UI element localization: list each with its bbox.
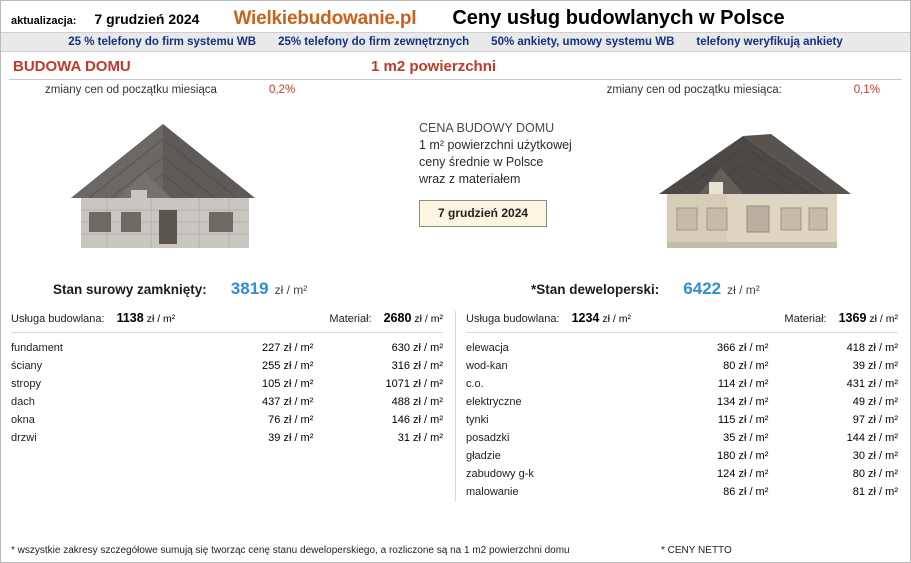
service-value-right: 1234 [571,311,600,325]
methodology-band [1,32,910,52]
item-name: fundament [11,342,63,354]
service-unit-left: zł / m² [146,313,176,325]
methodology-item: 25 % telefony do firm systemu WB [68,36,257,48]
status-summary [1,273,910,301]
material-label-left: Materiał: [329,313,372,325]
material-value-left: 2680 [383,311,412,325]
cost-table-right [466,339,898,501]
table-row [466,375,898,393]
item-name: malowanie [466,486,519,498]
table-row [11,429,443,447]
change-value-right: 0,1% [853,84,880,96]
item-material: 97 zł / m² [852,414,898,426]
item-material: 630 zł / m² [391,342,443,354]
item-service: 80 zł / m² [723,360,769,372]
item-name: okna [11,414,35,426]
update-date: 7 grudzień 2024 [94,11,200,27]
table-row [466,429,898,447]
cost-column-left [1,311,455,501]
material-unit-left: zł / m² [414,313,443,325]
methodology-item: 50% ankiety, umowy systemu WB [491,36,675,48]
item-material: 146 zł / m² [391,414,443,426]
item-material: 31 zł / m² [397,432,443,444]
center-line-4: wraz z materiałem [419,172,521,186]
status-value-left: 3819 [230,279,269,298]
center-line-3: ceny średnie w Polsce [419,155,544,169]
material-value-right: 1369 [838,311,867,325]
center-line-2: 1 m² powierzchni użytkowej [419,138,572,152]
item-service: 437 zł / m² [262,396,314,408]
section-title-right: 1 m2 powierzchni [371,58,497,75]
item-name: stropy [11,378,41,390]
item-material: 144 zł / m² [846,432,898,444]
item-service: 124 zł / m² [717,468,769,480]
material-label-right: Materiał: [784,313,827,325]
service-value-left: 1138 [116,311,144,325]
table-row [466,357,898,375]
column-divider [466,332,898,333]
item-name: ściany [11,360,43,372]
status-value-right: 6422 [683,279,722,298]
item-name: tynki [466,414,489,426]
item-material: 316 zł / m² [391,360,443,372]
table-row [11,339,443,357]
page-footer [1,545,910,556]
page-title: Ceny usług budowlanych w Polsce [452,7,785,29]
item-service: 105 zł / m² [262,378,314,390]
table-row [11,411,443,429]
status-label-left: Stan surowy zamknięty: [53,282,207,297]
item-name: drzwi [11,432,37,444]
item-service: 255 zł / m² [262,360,314,372]
status-unit-left: zł / m² [274,283,308,297]
status-label-right: *Stan deweloperski: [531,282,660,297]
table-row [466,483,898,501]
item-name: elewacja [466,342,509,354]
item-service: 39 zł / m² [268,432,314,444]
cost-column-right [456,311,910,501]
item-service: 114 zł / m² [717,378,769,390]
item-service: 134 zł / m² [717,396,769,408]
item-material: 49 zł / m² [852,396,898,408]
center-line-1: CENA BUDOWY DOMU [419,121,555,135]
item-material: 1071 zł / m² [385,378,443,390]
table-row [466,465,898,483]
item-material: 431 zł / m² [846,378,898,390]
section-titles [1,52,910,77]
table-row [466,411,898,429]
brand-logo[interactable]: Wielkiebudowanie.pl [233,8,417,29]
status-right [456,279,910,299]
methodology-item: 25% telefony do firm zewnętrznych [278,36,470,48]
item-name: zabudowy g-k [466,468,534,480]
footer-note: * wszystkie zakresy szczegółowe sumują się tworząc cenę stanu deweloperskiego, a rozliczone są na 1 m2 powierzchni domu [11,545,570,556]
change-label-left: zmiany cen od początku miesiąca [45,84,217,96]
item-service: 76 zł / m² [268,414,314,426]
change-value-left: 0,2% [268,84,296,96]
page-header [1,1,910,32]
material-unit-right: zł / m² [869,313,898,325]
item-name: wod-kan [466,360,508,372]
item-service: 366 zł / m² [717,342,769,354]
item-name: posadzki [466,432,510,444]
table-row [466,339,898,357]
column-divider [11,332,443,333]
item-material: 81 zł / m² [852,486,898,498]
service-label-left: Usługa budowlana: [11,313,105,325]
table-row [11,375,443,393]
table-row [11,357,443,375]
service-unit-right: zł / m² [602,313,631,325]
item-name: dach [11,396,35,408]
item-material: 30 zł / m² [852,450,898,462]
update-label: aktualizacja: [11,15,77,27]
change-label-right: zmiany cen od początku miesiąca: [606,84,782,96]
item-material: 39 zł / m² [852,360,898,372]
methodology-item: telefony weryfikują ankiety [696,36,843,48]
summary-row-left [11,311,443,329]
date-badge: 7 grudzień 2024 [419,200,547,227]
item-name: elektryczne [466,396,522,408]
service-label-right: Usługa budowlana: [466,313,560,325]
house-shell-image [59,106,274,256]
summary-row-right [466,311,898,329]
monthly-change-left [1,84,456,96]
center-description [419,120,572,227]
footer-netto: * CENY NETTO [661,545,732,556]
status-left [1,279,456,299]
status-unit-right: zł / m² [727,283,760,297]
table-row [11,393,443,411]
item-name: gładzie [466,450,501,462]
house-finished-image [651,116,866,266]
table-row [466,447,898,465]
monthly-change-right [456,84,910,96]
cost-breakdown [1,311,910,501]
item-service: 35 zł / m² [723,432,769,444]
item-service: 115 zł / m² [717,414,769,426]
monthly-change-row [1,80,910,98]
section-title-left: BUDOWA DOMU [13,58,131,75]
item-service: 227 zł / m² [262,342,314,354]
cost-table-left [11,339,443,447]
item-material: 418 zł / m² [846,342,898,354]
item-material: 80 zł / m² [852,468,898,480]
table-row [466,393,898,411]
item-service: 180 zł / m² [717,450,769,462]
item-material: 488 zł / m² [391,396,443,408]
illustration-area [1,98,910,273]
item-name: c.o. [466,378,484,390]
item-service: 86 zł / m² [723,486,769,498]
